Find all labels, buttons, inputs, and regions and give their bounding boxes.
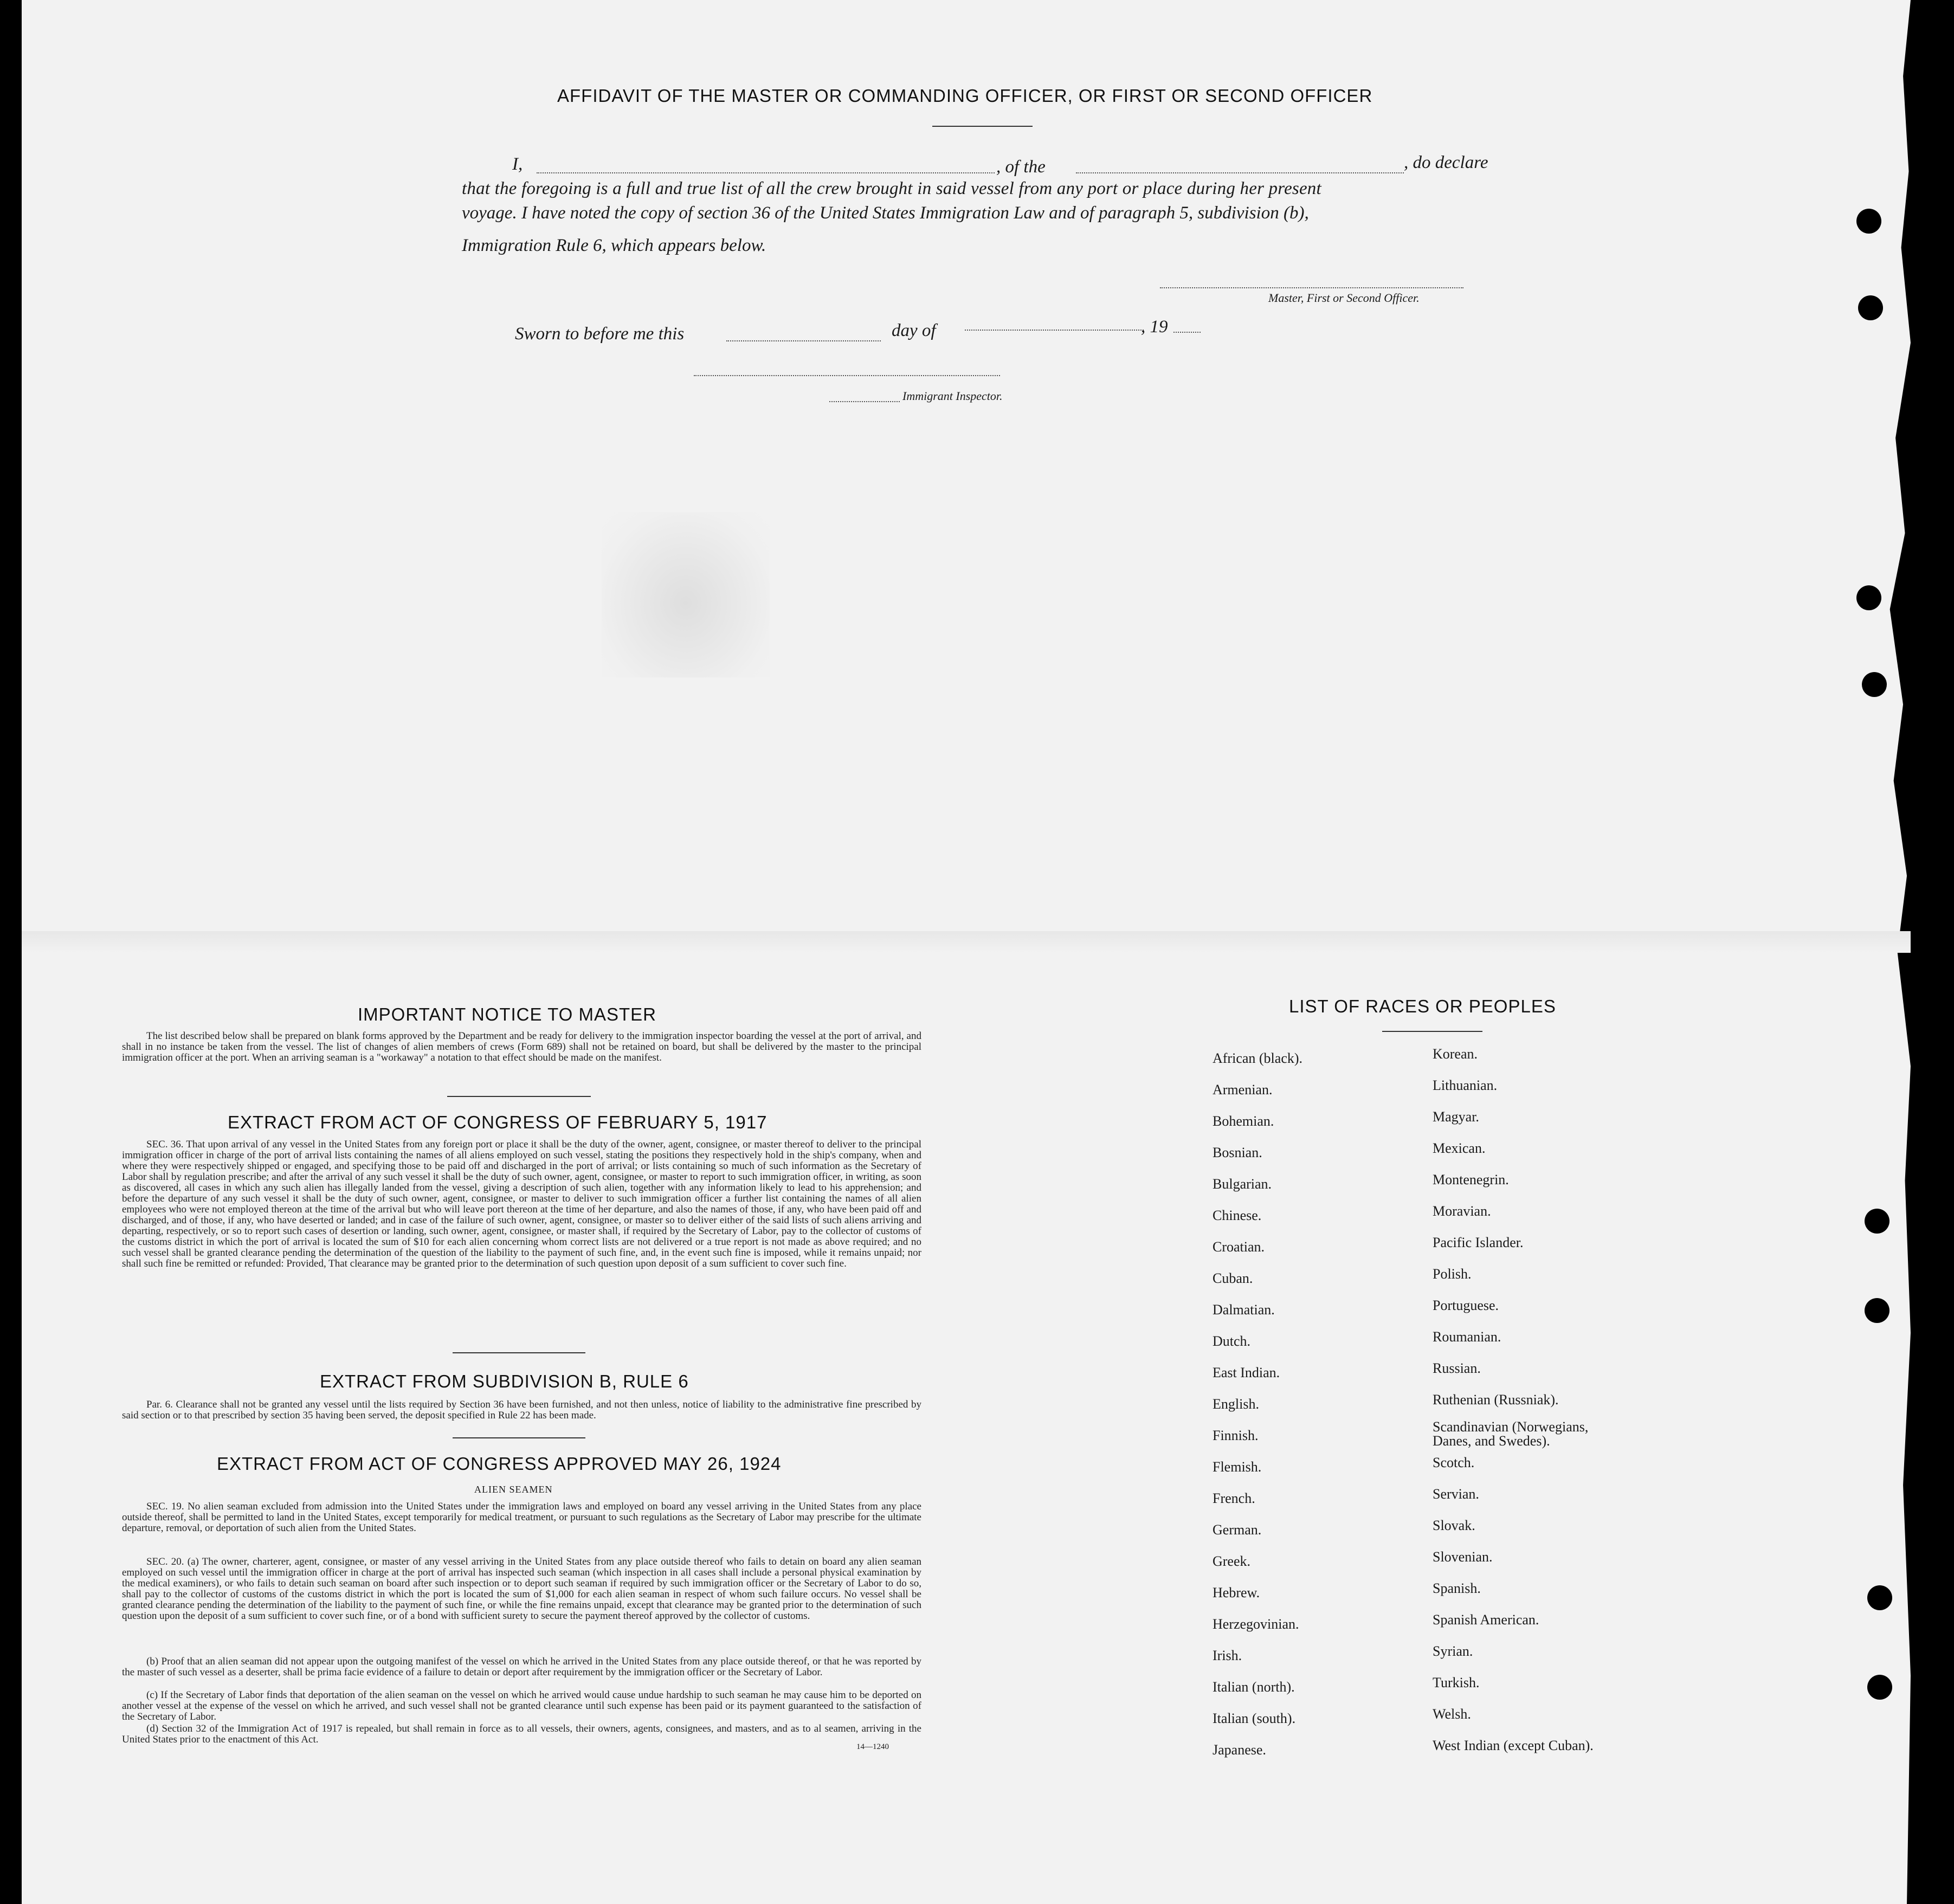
affidavit-title: AFFIDAVIT OF THE MASTER OR COMMANDING OFFICER, OR FIRST OR SECOND OFFICER xyxy=(557,86,1373,106)
race-item: Spanish. xyxy=(1433,1580,1481,1596)
punch-hole xyxy=(1858,295,1883,320)
extract-1917-text: SEC. 36. That upon arrival of any vessel in the United States from any foreign port or place it shall be the duty of the owner, agent, consignee, or master thereof to deliver to the principal immigration officer in charge of the port of arrival lists containing the names of all aliens employed on such vessel, stating the positions they respectively hold in the ship's company, when and where they were respectively shipped or engaged, and specifying those to be paid off and discharged in the port of arrival; or lists containing so much of such information as the Secretary of Labor shall by regulation prescribe; and after the arrival of any such vessel it shall be the duty of such owner, agent, consignee, or master to report to such immigration officer, in writing, as soon as discovered, all cases in which any such alien has illegally landed from the vessel, giving a description of such alien, together with any information likely to lead to his apprehension; and before the departure of any such vessel it shall be the duty of such owner, agent, consignee, or master to deliver to such immigration officer a further list containing the names of all alien employees who were not employed thereon at the time of the arrival but who will leave port thereon at the time of her departure, and also the names of those, if any, who have been paid off and discharged, and of those, if any, who have deserted or landed; and in case of the failure of such owner, agent, consignee, or master so to deliver either of the said lists of such aliens arriving and departing, respectively, or so to report such cases of desertion or landing, such owner, agent, consignee, or master shall, if required by the Secretary of Labor, pay to the collector of customs of the customs district in which the port of arrival is located the sum of $10 for each alien concerning whom correct lists are not delivered or a true report is not made as above required; and no such vessel shall be granted clearance pending the determination of the question of the liability to the payment of such fine, and, in the event such fine is imposed, while it remains unpaid; nor shall such fine be remitted or refunded: Provided, That clearance may be granted prior to the determination of such question upon deposit of a sum sufficient to cover such fine. xyxy=(122,1139,921,1269)
sec-20d-text: (d) Section 32 of the Immigration Act of 1917 is repealed, but shall remain in force as to all vessels, their owners, agents, consignees, and masters, and as to al seamen, arriving in the United States prior to the enactment of this Act. xyxy=(122,1723,921,1745)
race-item: Polish. xyxy=(1433,1266,1472,1282)
race-item: Portuguese. xyxy=(1433,1298,1499,1313)
sworn-day-blank[interactable] xyxy=(726,340,881,341)
punch-hole xyxy=(1856,209,1881,234)
race-item: Montenegrin. xyxy=(1433,1172,1509,1187)
race-item: Bohemian. xyxy=(1213,1113,1274,1129)
race-item: Herzegovinian. xyxy=(1213,1616,1299,1632)
races-title: LIST OF RACES OR PEOPLES xyxy=(1289,996,1556,1016)
punch-hole xyxy=(1865,1298,1889,1323)
punch-hole xyxy=(1862,672,1887,697)
race-item: English. xyxy=(1213,1396,1259,1412)
race-item: East Indian. xyxy=(1213,1365,1280,1380)
race-item: Greek. xyxy=(1213,1553,1251,1569)
extract-1924-title: EXTRACT FROM ACT OF CONGRESS APPROVED MAY 26, 1924 xyxy=(217,1454,782,1474)
race-item: Scandinavian (Norwegians, Danes, and Swedes). xyxy=(1433,1419,1589,1449)
race-item: Flemish. xyxy=(1213,1459,1262,1475)
year-label: , 19 xyxy=(1141,317,1168,337)
race-item: Russian. xyxy=(1433,1360,1481,1376)
affidavit-i-label: I, xyxy=(512,154,523,174)
master-signature-label: Master, First or Second Officer. xyxy=(1268,291,1420,305)
punch-hole xyxy=(1867,1585,1892,1610)
form-number: 14—1240 xyxy=(856,1742,889,1751)
race-item: Hebrew. xyxy=(1213,1585,1260,1600)
inspector-signature-line-2[interactable] xyxy=(829,401,900,402)
sworn-label: Sworn to before me this xyxy=(515,324,685,344)
day-of-label: day of xyxy=(892,321,936,340)
extract-rule6-rule xyxy=(453,1437,585,1438)
notice-title: IMPORTANT NOTICE TO MASTER xyxy=(358,1004,657,1024)
race-item: Moravian. xyxy=(1433,1203,1491,1219)
race-item: Syrian. xyxy=(1433,1643,1473,1659)
race-item: Spanish American. xyxy=(1433,1612,1539,1628)
inspector-signature-label: Immigrant Inspector. xyxy=(902,389,1003,403)
race-item: Lithuanian. xyxy=(1433,1077,1498,1093)
race-item: Slovenian. xyxy=(1433,1549,1493,1565)
race-item: Italian (north). xyxy=(1213,1679,1295,1695)
race-item: Ruthenian (Russniak). xyxy=(1433,1392,1559,1408)
race-item: Mexican. xyxy=(1433,1140,1486,1156)
notice-rule xyxy=(447,1096,591,1097)
race-item: French. xyxy=(1213,1490,1255,1506)
extract-1917-rule xyxy=(453,1352,585,1353)
master-signature-line[interactable] xyxy=(1160,287,1463,288)
title-rule xyxy=(932,126,1033,127)
punch-hole xyxy=(1867,1675,1892,1700)
paper-stain xyxy=(602,512,770,677)
punch-hole xyxy=(1865,1209,1889,1234)
race-item: Bulgarian. xyxy=(1213,1176,1272,1192)
affidavit-of-the: , of the xyxy=(996,157,1046,177)
sec-20c-text: (c) If the Secretary of Labor finds that deportation of the alien seaman on the vessel on which he arrived would cause undue hardship to such seaman he may cause him to be deported on another vessel at the expense of the vessel on which he arrived, and such vessel shall not be granted clearance until such expense has been paid or its payment guaranteed to the satisfaction of the Secretary of Labor. xyxy=(122,1689,921,1722)
affidavit-do-declare: , do declare xyxy=(1404,153,1488,172)
race-item: African (black). xyxy=(1213,1050,1303,1066)
extract-rule6-title: EXTRACT FROM SUBDIVISION B, RULE 6 xyxy=(320,1371,689,1391)
race-item: Pacific Islander. xyxy=(1433,1235,1524,1250)
affidavit-line-3: voyage. I have noted the copy of section 36 of the United States Immigration Law and of paragraph 5, subdivision (b), xyxy=(462,203,1309,223)
race-item: Magyar. xyxy=(1433,1109,1479,1125)
sec-19-text: SEC. 19. No alien seaman excluded from admission into the United States under the immigration laws and employed on board any vessel arriving in the United States from any place outside thereof, shall be permitted to land in the United States, except temporarily for medical treatment, or pursuant to such regulations as the Secretary of Labor may prescribe for the ultimate departure, removal, or deportation of such alien from the United States. xyxy=(122,1501,921,1534)
affidavit-line-4: Immigration Rule 6, which appears below. xyxy=(462,236,766,255)
race-item: Cuban. xyxy=(1213,1270,1253,1286)
alien-seamen-subtitle: ALIEN SEAMEN xyxy=(474,1484,553,1495)
race-item: Korean. xyxy=(1433,1046,1478,1062)
name-blank[interactable] xyxy=(537,172,995,173)
race-item: Croatian. xyxy=(1213,1239,1265,1255)
sec-20b-text: (b) Proof that an alien seaman did not appear upon the outgoing manifest of the vessel on which he arrived in the United States from any place outside thereof, or that he was reported by the master of such vessel as a deserter, shall be prima facie evidence of a failure to detain or deport after requirement by the immigration officer or the Secretary of Labor. xyxy=(122,1656,921,1678)
race-item: Bosnian. xyxy=(1213,1145,1262,1160)
punch-hole xyxy=(1856,585,1881,610)
race-item: Chinese. xyxy=(1213,1208,1262,1223)
race-item: Dalmatian. xyxy=(1213,1302,1275,1318)
year-blank[interactable] xyxy=(1173,332,1201,333)
sec-20a-text: SEC. 20. (a) The owner, charterer, agent, consignee, or master of any vessel arriving in the United States from any place outside thereof who fails to detain on board any alien seaman employed on such vessel until the immigration officer in charge at the port of arrival has inspected such seaman (which inspection in all cases shall include a personal physical examination by the medical examiners), or who fails to detain such seaman on board after such inspection or to deport such seaman if required by such immigration officer or the Secretary of Labor to do so, shall pay to the collector of customs of the customs district in which the port is located the sum of $1,000 for each alien seaman in respect of whom such failure occurs. No vessel shall be granted clearance pending the determination of the liability to the payment of such fine, or while the fine remains unpaid, except that clearance may be granted prior to the determination of such question upon the deposit of a sum sufficient to cover such fine, or of a bond with sufficient surety to secure the payment thereof approved by the collector of customs. xyxy=(122,1556,921,1622)
month-blank[interactable] xyxy=(965,330,1144,331)
extract-1917-title: EXTRACT FROM ACT OF CONGRESS OF FEBRUARY 5, 1917 xyxy=(228,1112,768,1132)
race-item: Servian. xyxy=(1433,1486,1479,1502)
race-item: Japanese. xyxy=(1213,1742,1266,1758)
inspector-signature-line[interactable] xyxy=(694,375,1000,376)
page-fold xyxy=(22,931,1911,953)
race-item: Slovak. xyxy=(1433,1518,1475,1533)
extract-rule6-text: Par. 6. Clearance shall not be granted any vessel until the lists required by Section 36 have been furnished, and not then unless, notice of liability to the administrative fine prescribed by said section or to that prescribed by section 35 having been served, the deposit specified in Rule 22 has been made. xyxy=(122,1399,921,1421)
race-item: Italian (south). xyxy=(1213,1711,1296,1726)
races-rule xyxy=(1382,1031,1482,1032)
race-item: Irish. xyxy=(1213,1648,1242,1663)
notice-text: The list described below shall be prepared on blank forms approved by the Department and be ready for delivery to the immigration inspector boarding the vessel at the port of arrival, and shall in no instance be taken from the vessel. The list of changes of alien members of crews (Form 689) shall not be retained on board, but shall be delivered by the master to the principal immigration officer at the port. When an arriving seaman is a "workaway" a notation to that effect should be made on the manifest. xyxy=(122,1030,921,1063)
race-item: Welsh. xyxy=(1433,1706,1471,1722)
race-item: Armenian. xyxy=(1213,1082,1273,1098)
race-item: West Indian (except Cuban). xyxy=(1433,1738,1594,1753)
race-item: Scotch. xyxy=(1433,1455,1475,1470)
vessel-blank[interactable] xyxy=(1076,172,1404,173)
race-item: German. xyxy=(1213,1522,1262,1538)
race-item: Roumanian. xyxy=(1433,1329,1501,1345)
race-item: Finnish. xyxy=(1213,1428,1259,1443)
race-item: Dutch. xyxy=(1213,1333,1251,1349)
affidavit-line-2: that the foregoing is a full and true list of all the crew brought in said vessel from any port or place during her present xyxy=(462,179,1321,198)
race-item: Turkish. xyxy=(1433,1675,1480,1690)
